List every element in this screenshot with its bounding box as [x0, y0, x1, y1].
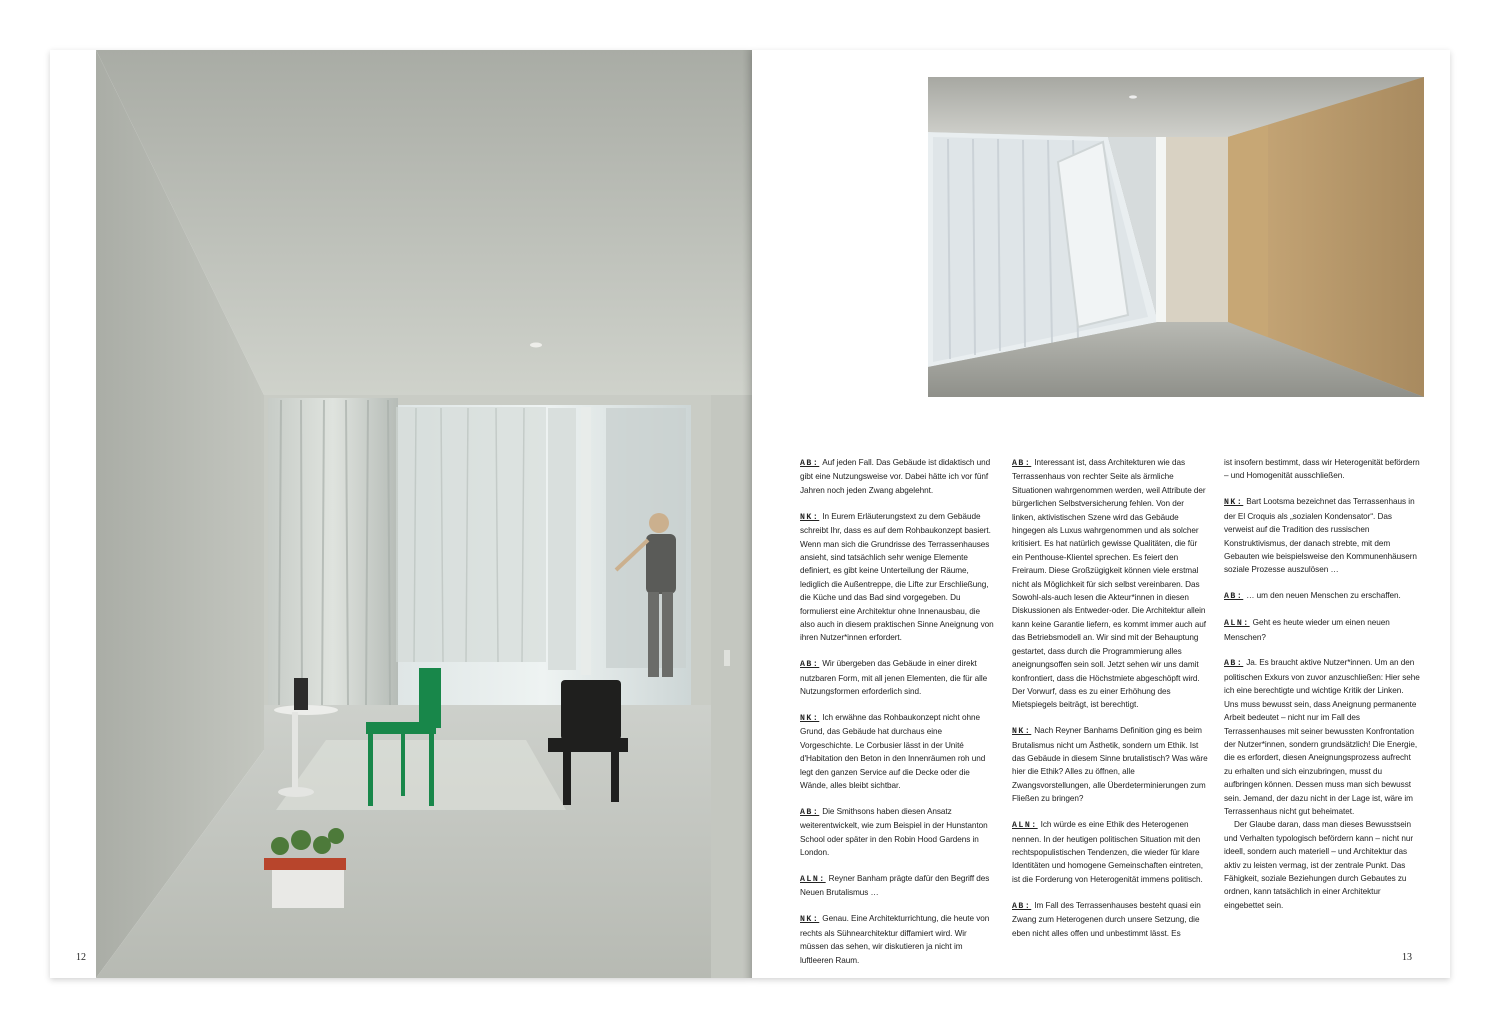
right-page: [752, 50, 1450, 978]
paragraph-text: Ja. Es braucht aktive Nutzer*innen. Um an den politischen Exkurs von zuvor anzuschließen: Hier sehe ich eine berechtigte und wichtige Kritik der Linken. Uns muss bewusst sein, dass Aneignung permanente Arbeit bedeutet – nicht nur im Fall des Terrassenhauses mit seiner bewussten Konfrontation der Nutzer*innen, sondern grundsätzlich! Die Energie, die es erfordert, diesen Aneignungsprozess aufrecht zu erhalten und sich einzubringen, musst du aufbringen können. Dessen muss man sich bewusst sein. Jemand, der dazu nicht in der Lage ist, wäre im Terrassenhaus nicht gut beheimatet.: [1224, 658, 1420, 816]
speaker-label: AB:: [1012, 901, 1032, 911]
paragraph-text: ist insofern bestimmt, dass wir Heterogenität befördern – und Homogenität ausschließen.: [1224, 458, 1420, 481]
speaker-label: ALN:: [1012, 821, 1038, 831]
speaker-label: NK:: [1224, 498, 1244, 508]
paragraph: [800, 456, 996, 497]
paragraph: [800, 711, 996, 792]
speaker-label: AB:: [800, 459, 820, 468]
left-page: [50, 50, 752, 978]
paragraph: [1012, 456, 1208, 712]
paragraph: [800, 805, 996, 860]
interior-photo-secondary: [928, 77, 1424, 397]
paragraph-text: Ich würde es eine Ethik des Heterogenen nennen. In der heutigen politischen Situation mit den rechtspopulistischen Tendenzen, die wieder für klare Identitäten und homogene Gemeinschaften eintreten, ist die Forderung von Heterogenität immens politisch.: [1012, 820, 1203, 884]
speaker-label: NK:: [1012, 727, 1032, 737]
paragraph: [1224, 616, 1420, 644]
speaker-label: AB:: [1224, 659, 1244, 669]
paragraph: [1224, 589, 1420, 603]
speaker-label: NK:: [800, 512, 820, 522]
paragraph: [800, 912, 996, 967]
paragraph: [1012, 724, 1208, 805]
paragraph: [1012, 818, 1208, 886]
paragraph-text: Der Glaube daran, dass man dieses Bewusstsein und Verhalten typologisch befördern kann – nicht nur ideell, sondern auch materiell – und Architektur das aktiv zu leisten vermag, ist der zentrale Punkt. Das Fähigkeit, soziale Beziehungen durch Gebautes zu ordnen, kann tatsächlich in einer Architektur eingebettet sein.: [1224, 820, 1414, 910]
paragraph-text: Die Smithsons haben diesen Ansatz weiterentwickelt, wie zum Beispiel in der Hunstanton School oder später in den Robin Hood Gardens in London.: [800, 806, 988, 858]
paragraph: [800, 872, 996, 900]
paragraph-text: Nach Reyner Banhams Definition ging es beim Brutalismus nicht um Ästhetik, sondern um Ethik. Ist das Gebäude in diesem Sinne brutalistisch? Was wäre hier die Ethik? Alles zu öffnen, alle Zwangsvorstellungen, alle Überdeterminierungen zum Fließen zu bringen?: [1012, 726, 1208, 804]
interior-photo-secondary-svg: [928, 77, 1424, 397]
speaker-label: AB:: [800, 660, 820, 670]
paragraph-text: Geht es heute wieder um einen neuen Menschen?: [1224, 618, 1390, 642]
paragraph: [1224, 818, 1420, 912]
speaker-label: AB:: [800, 807, 820, 817]
text-column-2: [1012, 456, 1208, 980]
text-column-3: [1224, 456, 1420, 980]
paragraph: [1224, 656, 1420, 818]
interior-photo-svg: [96, 50, 752, 978]
paragraph-text: Reyner Banham prägte dafür den Begriff des Neuen Brutalismus …: [800, 874, 990, 898]
speaker-label: NK:: [800, 915, 820, 925]
paragraph: [1224, 456, 1420, 483]
paragraph: [1012, 899, 1208, 940]
speaker-label: AB:: [1224, 592, 1244, 602]
paragraph-text: Wir übergeben das Gebäude in einer direkt nutzbaren Form, mit all jenen Elementen, die für alle Nutzungsformen erforderlich sind.: [800, 659, 988, 697]
paragraph: [1224, 495, 1420, 576]
speaker-label: NK:: [800, 714, 820, 723]
paragraph: [800, 657, 996, 698]
speaker-label: AB:: [1012, 459, 1032, 468]
paragraph-text: Auf jeden Fall. Das Gebäude ist didaktisch und gibt eine Nutzungsweise vor. Dabei hätte ich vor fünf Jahren noch jeden Zwang abgelehnt.: [800, 458, 991, 495]
paragraph: [800, 510, 996, 645]
paragraph-text: Im Fall des Terrassenhauses besteht quasi ein Zwang zum Heterogenen durch unsere Setzung, die eben nicht alles offen und unbestimmt lässt. Es: [1012, 900, 1201, 938]
paragraph-text: Interessant ist, dass Architekturen wie das Terrassenhaus von rechter Seite als ärmliche Situationen wahrgenommen werden, weil Attribute der bürgerlichen Selbstversicherung fehlen. Von der linken, aktivistischen Szene wird das Gebäude hingegen als Luxus wahrgenommen und als solcher kritisiert. Es hat natürlich gewisse Qualitäten, die für ein Penthouse-Klientel sprechen. Es feiert den Freiraum. Diese Großzügigkeit können viele erstmal nicht als Möglichkeit für sich selbst vereinbaren. Das Sowohl-als-auch lesen die Akteur*innen in diesen Diskussionen als Entweder-oder. Die Architektur allein kann keine Garantie liefern, es kommt immer auch auf das Betriebsmodell an. Wir sind mit der Behauptung gestartet, dass durch die Programmierung alles aneignungsoffen sein soll. Jetzt sehen wir uns damit konfrontiert, dass die Höchstmiete abgeschöpft wird. Der Vorwurf, dass es zu einer Erhöhung des Mietspiegels beiträgt, ist berechtigt.: [1012, 458, 1206, 710]
text-column-1: [800, 456, 996, 980]
speaker-label: ALN:: [1224, 619, 1250, 629]
paragraph-text: … um den neuen Menschen zu erschaffen.: [1246, 591, 1401, 601]
interview-text-columns: [800, 456, 1420, 980]
paragraph-text: Bart Lootsma bezeichnet das Terrassenhaus in der El Croquis als „sozialen Kondensator“. Das verweist auf die Tradition des russischen Konstruktivismus, der danach strebte, mit dem Gebauten wie beispielsweise den Kommunenhäusern soziale Prozesse auszulösen …: [1224, 497, 1417, 575]
paragraph-text: In Eurem Erläuterungstext zu dem Gebäude schreibt Ihr, dass es auf dem Rohbaukonzept basiert. Wenn man sich die Grundrisse des Terrassenhauses ansieht, sind tatsächlich sehr wenige Elemente definiert, es gibt keine Unterteilung der Räume, lediglich die Außentreppe, die Lifte zur Erschließung, die Küche und das Bad sind vorgegeben. Du formulierst eine Architektur ohne Innenausbau, die also auch in diesem praktischen Sinne Aneignung von ihren Nutzer*innen erfordert.: [800, 511, 994, 643]
paragraph-text: Ich erwähne das Rohbaukonzept nicht ohne Grund, das Gebäude hat durchaus eine Vorgeschichte. Le Corbusier lässt in der Unité d'Habitation den Beton in den Innenräumen roh und legt den ganzen Service auf die Decke oder die Wände, alles bleibt sichtbar.: [800, 713, 986, 791]
interior-photo-main: [96, 50, 752, 978]
page-number-right: 13: [1402, 952, 1412, 963]
speaker-label: ALN:: [800, 875, 826, 885]
page-number-left: 12: [76, 952, 86, 963]
paragraph-text: Genau. Eine Architekturrichtung, die heute von rechts als Sühnearchitektur diffamiert wird. Wir müssen das sehen, wir diskutieren ja nicht im luftleeren Raum.: [800, 914, 990, 965]
